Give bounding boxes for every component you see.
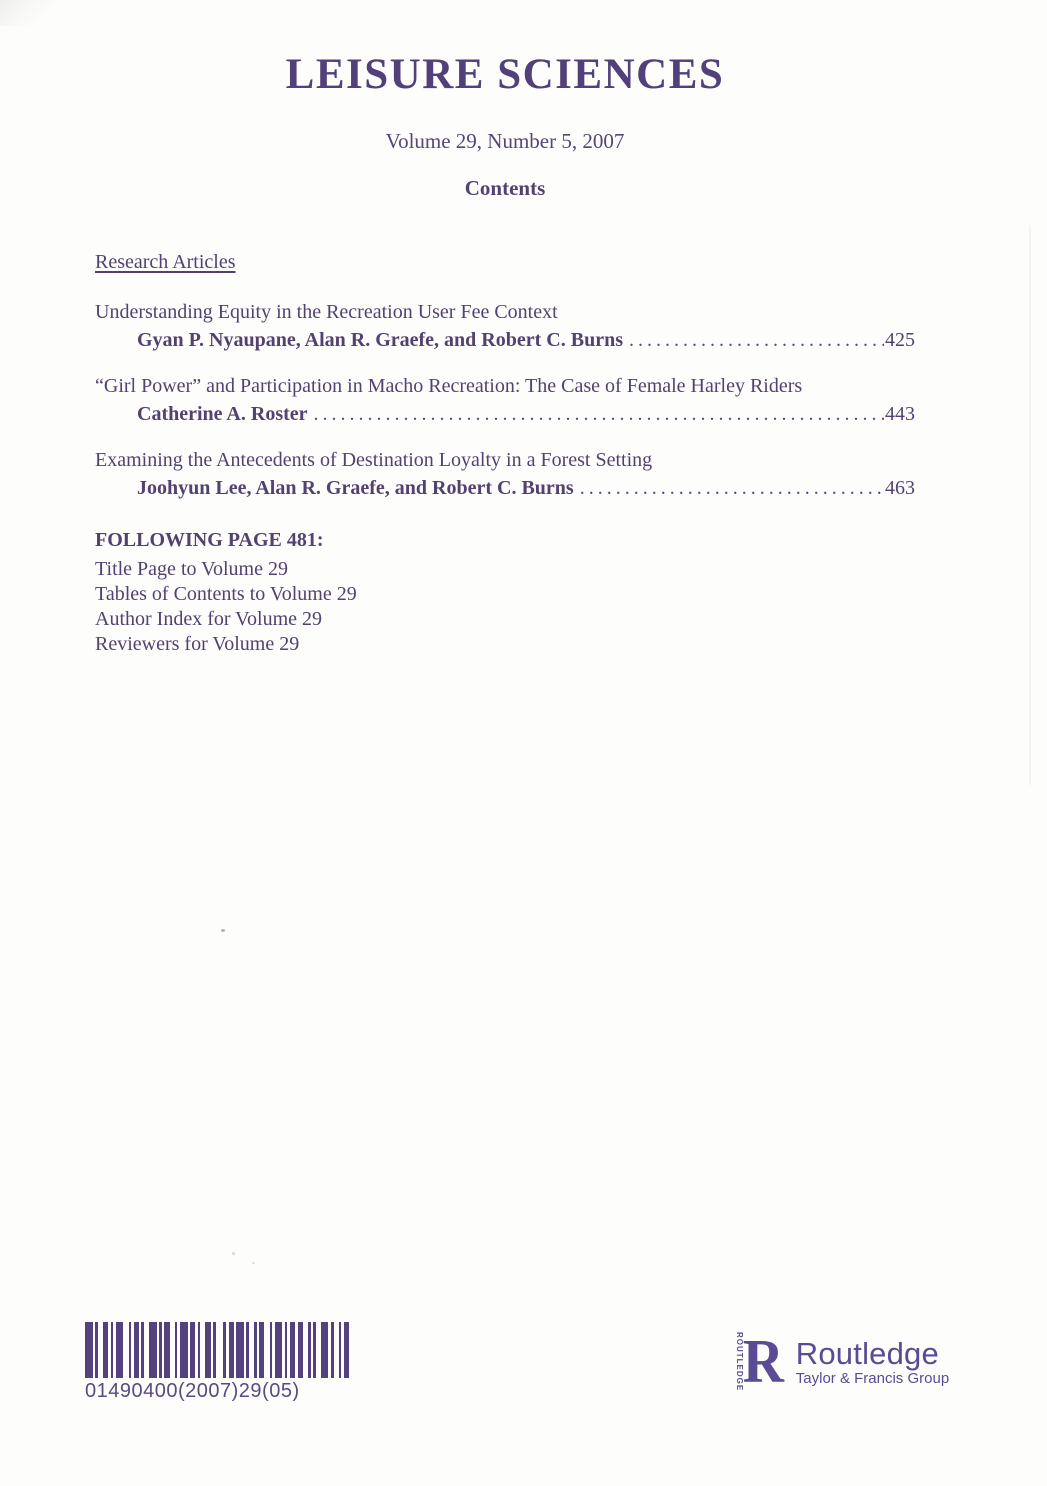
article-byline [95, 327, 915, 353]
barcode-bar [321, 1322, 329, 1378]
scan-speck [232, 1252, 235, 1255]
article-byline [95, 401, 915, 427]
barcode-bar [275, 1322, 283, 1378]
barcode-number: 01490400(2007)29(05) [85, 1380, 300, 1402]
barcode-bar [236, 1322, 244, 1378]
dot-leader [580, 475, 884, 501]
barcode-bar [85, 1322, 93, 1378]
article-title: Examining the Antecedents of Destination Loyalty in a Forest Setting [95, 449, 653, 471]
article-entry [95, 299, 915, 353]
barcode-bar [180, 1322, 188, 1378]
article-page-number: 443 [885, 403, 915, 425]
publisher-group: Taylor & Francis Group [795, 1369, 950, 1387]
scan-speck [221, 929, 225, 932]
barcode-bar [149, 1322, 157, 1378]
routledge-vertical-label: ROUTLEDGE [735, 1332, 744, 1392]
scan-artifact-edge [1029, 225, 1031, 785]
article-entry [95, 447, 915, 501]
following-page-heading: FOLLOWING PAGE 481: [95, 529, 324, 551]
issue-line: Volume 29, Number 5, 2007 [385, 129, 625, 153]
contents-heading: Contents [464, 176, 546, 200]
scan-artifact-corner [0, 0, 60, 26]
article-page-number: 463 [885, 477, 915, 499]
barcode-bar [216, 1322, 224, 1378]
following-page-item: Reviewers for Volume 29 [95, 633, 300, 655]
article-entry [95, 373, 915, 427]
article-authors: Joohyun Lee, Alan R. Graefe, and Robert C. Burns [137, 477, 574, 499]
dot-leader [314, 401, 884, 427]
barcode-bar [349, 1322, 357, 1378]
publisher-wordmark [796, 1337, 949, 1388]
publisher-name: Routledge [795, 1335, 939, 1371]
section-heading-research-articles: Research Articles [95, 251, 236, 273]
publisher-logo [735, 1328, 950, 1396]
following-page-item: Author Index for Volume 29 [95, 608, 323, 630]
following-page-section [95, 529, 695, 657]
article-authors: Catherine A. Roster [137, 403, 308, 425]
article-title: “Girl Power” and Participation in Macho Recreation: The Case of Female Harley Riders [95, 375, 803, 397]
article-page-number: 425 [885, 329, 915, 351]
scan-speck [252, 1262, 255, 1264]
routledge-r-icon: R [742, 1328, 784, 1396]
article-authors: Gyan P. Nyaupane, Alan R. Graefe, and Robert C. Burns [137, 329, 623, 351]
following-page-item: Title Page to Volume 29 [95, 558, 288, 580]
barcode [85, 1322, 357, 1403]
barcode-bar [116, 1322, 124, 1378]
journal-title: LEISURE SCIENCES [285, 51, 725, 98]
following-page-item: Tables of Contents to Volume 29 [95, 583, 357, 605]
article-title: Understanding Equity in the Recreation User Fee Context [95, 301, 558, 323]
barcode-bars [85, 1322, 357, 1378]
dot-leader [629, 327, 884, 353]
routledge-logo-mark [735, 1328, 786, 1396]
article-byline [95, 475, 915, 501]
